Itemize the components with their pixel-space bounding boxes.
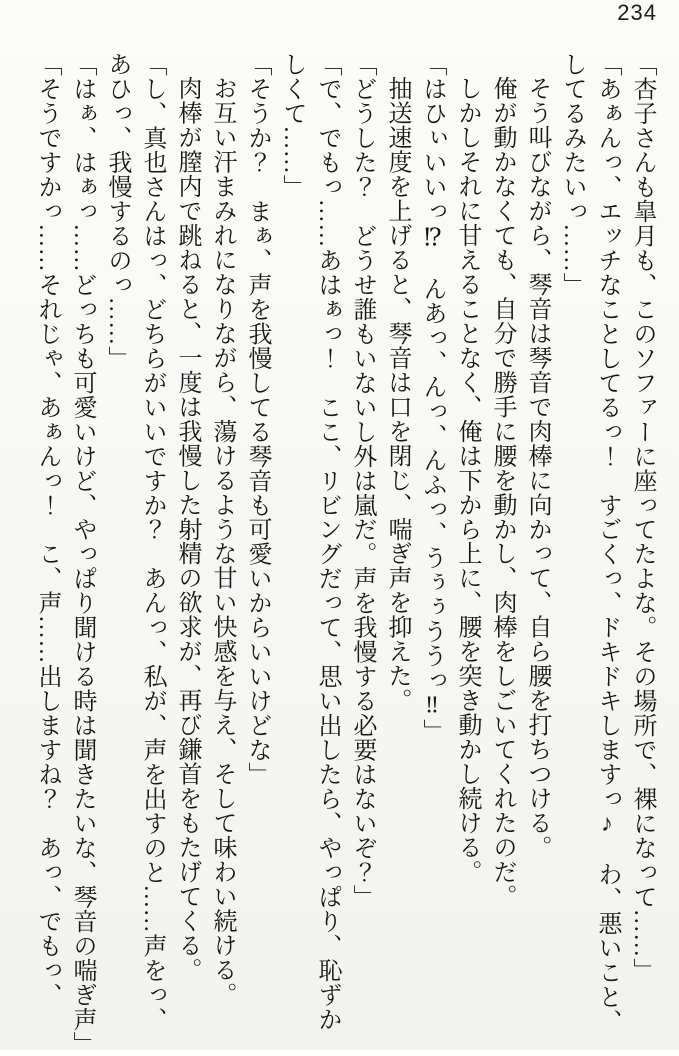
text-line: 「そうか？ まぁ、声を我慢してる琴音も可愛いからいいけどな」 (244, 52, 270, 787)
text-line: お互い汗まみれになりながら、蕩けるような甘い快感を与え、そして味わい続ける。 (209, 76, 235, 1007)
page-number: 234 (617, 0, 657, 25)
text-line: 「あぁんっ、エッチなことしてるっ！ すごくっ、ドキドキしますっ♪ わ、悪いこと、 (594, 52, 620, 1034)
text-line: そう叫びながら、琴音は琴音で肉棒に向かって、自ら腰を打ちつける。 (524, 76, 550, 860)
text-line: 抽送速度を上げると、琴音は口を閉じ、喘ぎ声を抑えた。 (384, 76, 410, 713)
text-line: 「どうした？ どうせ誰もいないし外は嵐だ。声を我慢する必要はないぞ？」 (349, 52, 375, 909)
text-line: 「し、真也さんはっ、どちらがいいですか？ あんっ、私が、声を出すのと……声をっ、 (139, 52, 165, 1032)
text-line: 「はひぃいいっ⁉ んあっ、んっ、んふっ、うぅぅううっ‼」 (419, 52, 445, 744)
text-line: しかしそれに甘えることなく、俺は下から上に、腰を突き動かし続ける。 (454, 76, 480, 884)
text-line: あひっ、我慢するのっ……」 (104, 52, 130, 371)
text-line: 「杏子さんも皐月も、このソファーに座ってたよな。その場所で、裸になって……」 (629, 52, 655, 983)
text-columns (29, 52, 659, 1056)
text-line: 俺が動かなくても、自分で勝手に腰を動かし、肉棒をしごいてくれたのだ。 (489, 76, 515, 909)
text-line: してるみたいっ……」 (559, 52, 585, 297)
text-line: 肉棒が膣内で跳ねると、一度は我慢した射精の欲求が、再び鎌首をもたげてくる。 (174, 76, 200, 982)
text-line: 「で、でもっ……あはぁっ！ ここ、リビングだって、思い出したら、やっぱり、恥ずか (314, 52, 340, 1032)
text-line: しくて……」 (279, 52, 305, 199)
text-line: 「そうですかっ……それじゃ、あぁんっ！ こ、声……出しますね？ あっ、でもっ、 (34, 52, 60, 1007)
text-line: 「はぁ、はぁっ……どっちも可愛いけど、やっぱり聞ける時は聞きたいな、琴音の喘ぎ声」 (69, 52, 95, 1056)
